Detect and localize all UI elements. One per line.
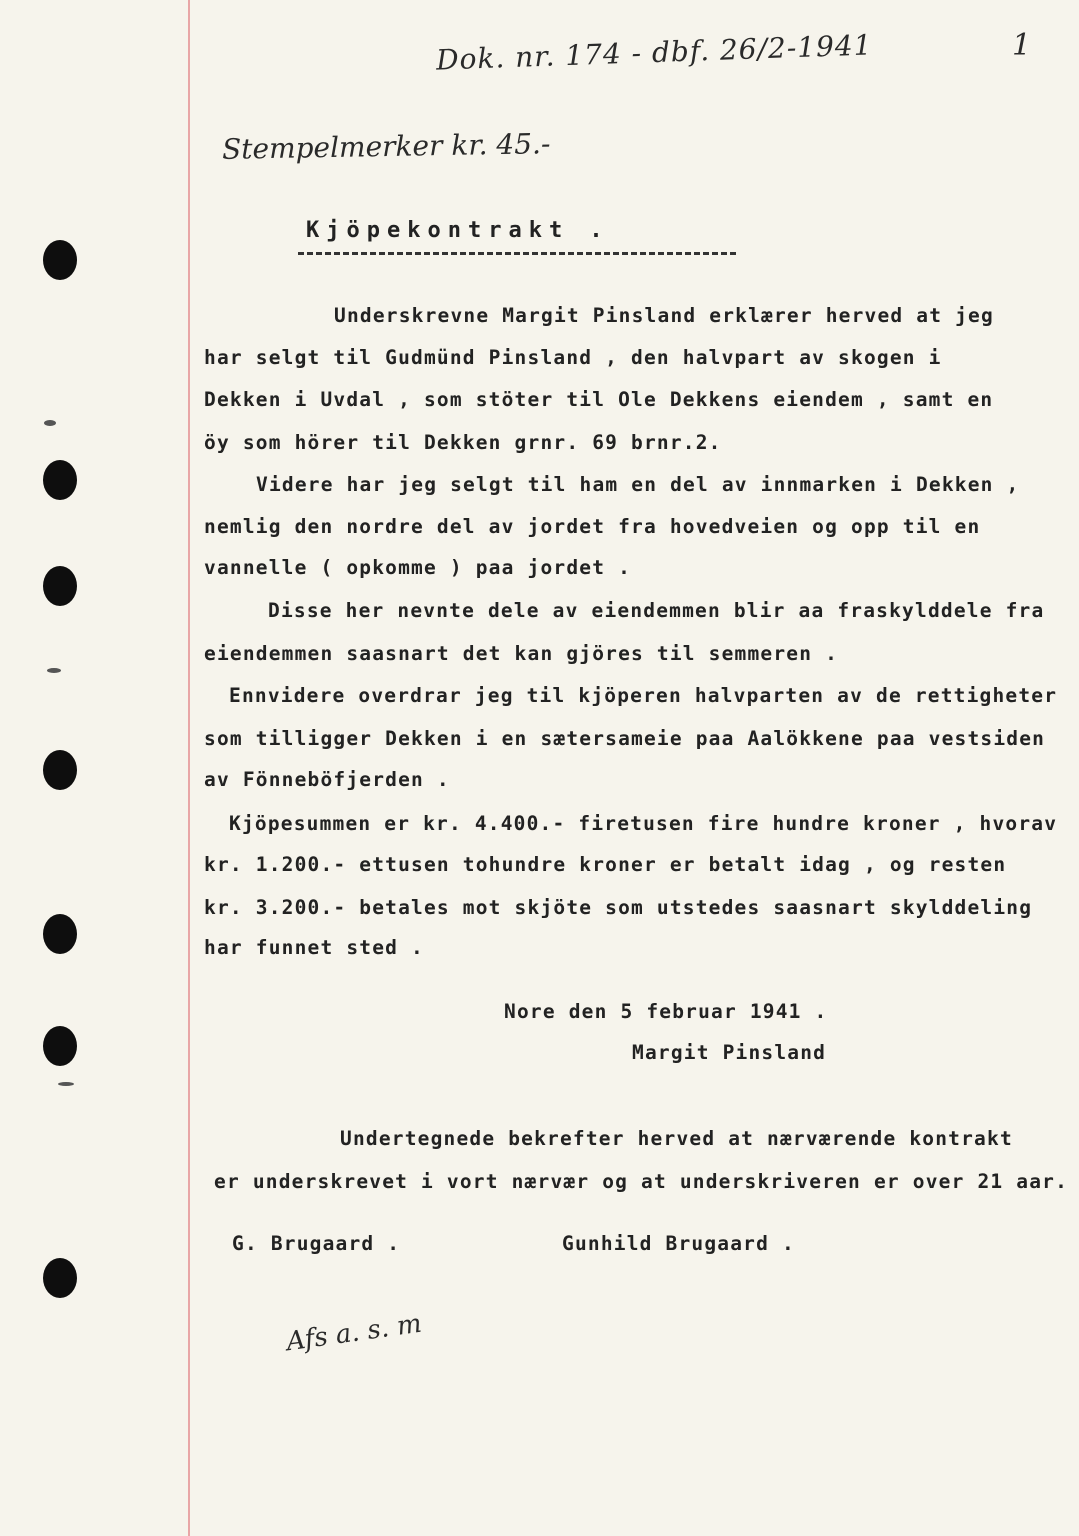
body-line: nemlig den nordre del av jordet fra hovedveien og opp til en bbox=[204, 515, 981, 538]
punch-hole bbox=[43, 1258, 77, 1298]
page-number: 1 bbox=[1012, 28, 1032, 63]
paper-speck bbox=[47, 668, 61, 673]
witness-signature-1: G. Brugaard . bbox=[232, 1232, 401, 1255]
punch-hole bbox=[43, 750, 77, 790]
body-line: Kjöpesummen er kr. 4.400.- firetusen fire hundre kroner , hvorav bbox=[229, 812, 1058, 835]
body-line: Videre har jeg selgt til ham en del av innmarken i Dekken , bbox=[256, 473, 1020, 496]
body-line: har funnet sted . bbox=[204, 936, 424, 959]
witness-line: Undertegnede bekrefter herved at nærværende kontrakt bbox=[340, 1127, 1013, 1150]
body-line: kr. 1.200.- ettusen tohundre kroner er betalt idag , og resten bbox=[204, 853, 1007, 876]
body-line: kr. 3.200.- betales mot skjöte som utstedes saasnart skylddeling bbox=[204, 896, 1033, 919]
paper-speck bbox=[44, 420, 56, 426]
seller-signature: Margit Pinsland bbox=[632, 1041, 827, 1064]
punch-hole bbox=[43, 460, 77, 500]
stamp-note: Stempelmerker kr. 45.- bbox=[221, 127, 551, 166]
body-line: eiendemmen saasnart det kan gjöres til semmeren . bbox=[204, 642, 839, 665]
witness-line: er underskrevet i vort nærvær og at underskriveren er over 21 aar. bbox=[214, 1170, 1069, 1193]
punch-hole bbox=[43, 240, 77, 280]
body-line: har selgt til Gudmünd Pinsland , den halvpart av skogen i bbox=[204, 346, 942, 369]
body-line: av Fönneböfjerden . bbox=[204, 768, 450, 791]
body-line: Underskrevne Margit Pinsland erklærer herved at jeg bbox=[334, 304, 994, 327]
paper-speck bbox=[58, 1082, 74, 1086]
body-line: Disse her nevnte dele av eiendemmen blir aa fraskylddele fra bbox=[268, 599, 1045, 622]
place-date: Nore den 5 februar 1941 . bbox=[504, 1000, 828, 1023]
contract-title: Kjöpekontrakt . bbox=[306, 218, 610, 243]
body-line: Dekken i Uvdal , som stöter til Ole Dekkens eiendem , samt en bbox=[204, 388, 994, 411]
body-line: öy som hörer til Dekken grnr. 69 brnr.2. bbox=[204, 431, 722, 454]
punch-hole bbox=[43, 914, 77, 954]
body-line: Ennvidere overdrar jeg til kjöperen halvparten av de rettigheter bbox=[229, 684, 1058, 707]
witness-signature-2: Gunhild Brugaard . bbox=[562, 1232, 795, 1255]
title-underline bbox=[298, 252, 736, 255]
body-line: vannelle ( opkomme ) paa jordet . bbox=[204, 556, 632, 579]
body-line: som tilligger Dekken i en sætersameie paa Aalökkene paa vestsiden bbox=[204, 727, 1046, 750]
initials: Afs a. s. m bbox=[284, 1308, 424, 1358]
punch-hole bbox=[43, 1026, 77, 1066]
punch-hole bbox=[43, 566, 77, 606]
margin-rule bbox=[188, 0, 190, 1536]
document-reference: Dok. nr. 174 - dbf. 26/2-1941 bbox=[435, 28, 873, 77]
